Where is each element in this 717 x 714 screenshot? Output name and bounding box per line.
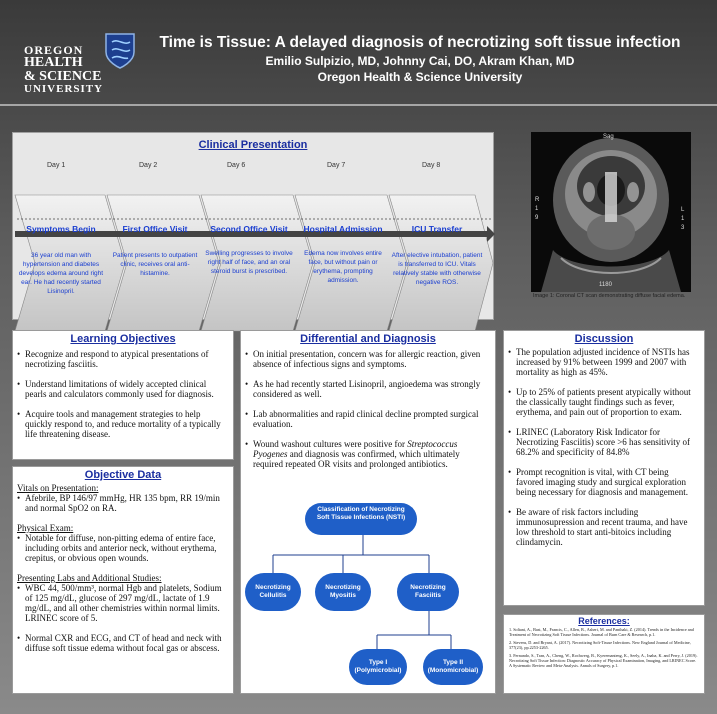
timeline-day-8: Day 8 [422,162,441,169]
clinical-presentation-title: Clinical Presentation [198,139,308,151]
ohsu-logo [20,30,140,95]
logo-line-university: UNIVERSITY [24,83,104,95]
event-title-admission: Hospital Admission [303,224,383,234]
nsti-type2-node: Type II (Monomicrobial) [423,649,483,685]
reference-item: 2. Stevens, D. and Bryant, A. (2017). Necrotizing Soft-Tissue Infections. New England Journal of Medicine, 377(23), pp.2253-2265. [509,639,691,651]
ct-image-caption: Image 1: Coronal CT scan demonstrating diffuse facial edema. [533,293,686,299]
nsti-myositis-node: Necrotizing Myositis [315,573,371,611]
list-item: • Wound washout cultures were positive for Streptococcus Pyogenes and diagnosis was confirmed, which ultimately required repeated OR visits and prolonged antibiotics. [253,439,489,469]
ct-scan-graphic [531,132,691,292]
timeline-day-2: Day 2 [139,162,158,169]
labs-text-2: • Normal CXR and ECG, and CT of head and neck with diffuse soft tissue edema without focal gas or abscess. [25,633,227,653]
event-title-icu: ICU Transfer [411,224,463,234]
timeline-day-7: Day 7 [327,162,346,169]
event-title-symptoms: Symptoms Begin [26,224,96,234]
event-text-admission: Edema now involves entire face, but without pain or erythema, prompting admission. [304,250,382,284]
event-title-first-visit: First Office Visit [122,224,188,234]
logo-line-science: & SCIENCE [24,69,102,84]
labs-heading: Presenting Labs and Additional Studies: [17,573,162,583]
timeline-day-6: Day 6 [227,162,246,169]
timeline-day-1: Day 1 [47,162,66,169]
list-item: • Up to 25% of patients present atypically without the classically taught findings such as fever, erythema, and pain out of proportion to exam. [516,387,698,417]
ct-label-bottom: 1180 [599,282,612,288]
list-item: • Understand limitations of widely accepted clinical pearls and calculators commonly used for diagnosis. [25,379,227,399]
references-title: References: [578,616,630,626]
nsti-type1-node: Type I (Polymicrobial) [349,649,407,685]
nsti-fasciitis-node: Necrotizing Fasciitis [397,573,459,611]
event-text-first-visit: Patient presents to outpatient clinic, receives oral anti-histamine. [112,252,198,277]
objective-data-title: Objective Data [84,469,162,481]
differential-diagnosis-title: Differential and Diagnosis [300,333,436,345]
poster-authors: Emilio Sulpizio, MD, Johnny Cai, DO, Akram Khan, MD [265,54,575,68]
clinical-presentation-panel [12,132,494,320]
discussion-list [504,345,704,547]
learning-objectives-list [13,345,233,439]
vitals-heading: Vitals on Presentation: [17,483,99,493]
nsti-cellulitis-node: Necrotizing Cellulitis [245,573,301,611]
event-text-second-visit: Swelling progresses to involve right half of face, and an oral steroid burst is prescribed. [205,250,293,275]
ct-label-top: Sag [603,134,614,140]
list-item: • On initial presentation, concern was for allergic reaction, given absence of infectious signs and symptoms. [253,349,489,369]
header-divider [0,104,717,106]
poster-title: Time is Tissue: A delayed diagnosis of necrotizing soft tissue infection [159,34,681,51]
differential-diagnosis-panel [240,330,496,694]
references-panel [503,614,705,694]
differential-list [241,345,495,469]
discussion-panel [503,330,705,606]
event-text-icu: After elective intubation, patient is transferred to ICU. Vitals relatively stable with otherwise negative ROS. [391,252,483,286]
exam-text: • Notable for diffuse, non-pitting edema of entire face, including orbits and anterior neck, without erythema, crepitus, or obvious open wounds. [25,533,227,563]
logo-line-health: HEALTH [24,55,83,70]
list-item: • Lab abnormalities and rapid clinical decline prompted surgical evaluation. [253,409,489,429]
labs-text-1: • WBC 44, 500/mm³, normal Hgb and platelets, Sodium of 125 mg/dL, glucose of 297 mg/dL, lactate of 1.9 mg/dL, and all other chemistries within normal limits. LRINEC score of 5. [25,583,227,623]
event-title-second-visit: Second Office Visit [210,224,288,234]
vitals-text: • Afebrile, BP 146/97 mmHg, HR 135 bpm, RR 19/min and normal SpO2 on RA. [25,493,227,513]
reference-item: 3. Fernando, S., Tran, A., Cheng, W., Rochwerg, B., Kyeremanteng, K., Seely, A., Inaba, K. and Perry, J. (2019). Necrotizing Soft Tissue Infection: Diagnostic Accuracy of Physical Examination, Imaging, and LRINEC Score. A Systematic Review and Meta-Analysis. Annals of Surgery, p.1. [509,652,698,669]
exam-heading: Physical Exam: [17,523,74,533]
list-item: • Prompt recognition is vital, with CT being favored imaging study and surgical exploration being necessary for diagnosis and management. [516,467,698,497]
list-item: • Acquire tools and management strategies to help quickly respond to, and reduce mortality of a typically life threatening disease. [25,409,227,439]
discussion-title: Discussion [574,333,634,345]
nsti-root-node: Classification of Necrotizing Soft Tissue Infections (NSTI) [305,503,417,535]
list-item: • Recognize and respond to atypical presentations of necrotizing fasciitis. [25,349,227,369]
list-item: • Be aware of risk factors including immunosupression and recent trauma, and have low threshold to start anti-bitoics including clindamycin. [516,507,698,547]
logo-line-oregon: OREGON [24,43,84,57]
list-item: • The population adjusted incidence of NSTIs has increased by 91% between 1999 and 2007 with mortality as high as 45%. [516,347,698,377]
learning-objectives-panel [12,330,234,460]
reference-item: 1. Soltani, A., Bast, M., Francis, C., Allen, B., Asheri, M. and Panthaki, Z. (2014). Trends in the Incidence and Treatment of Necrotizing Soft Tissue Infections. Journal of Burn Care & Research, p.1. [509,627,694,638]
objective-data-panel [12,466,234,694]
poster-institution: Oregon Health & Science University [317,70,523,84]
ct-scan-image [531,132,691,292]
event-text-symptoms: 36 year old man with hypertension and diabetes develops edema around right ear. He had recently started Lisinopril. [18,252,104,295]
ct-label-left: R 1 9 [535,197,540,221]
organism-name: Streptococcus Pyogenes [253,439,458,459]
learning-objectives-title: Learning Objectives [70,333,176,345]
ct-label-right: L 1 3 [681,207,685,231]
list-item: • LRINEC (Laboratory Risk Indicator for Necrotizing Fasciitis) score >6 has sensitivity of 68.2% and specificity of 84.8% [516,427,698,457]
list-item: • As he had recently started Lisinopril, angioedema was strongly considered as well. [253,379,489,399]
